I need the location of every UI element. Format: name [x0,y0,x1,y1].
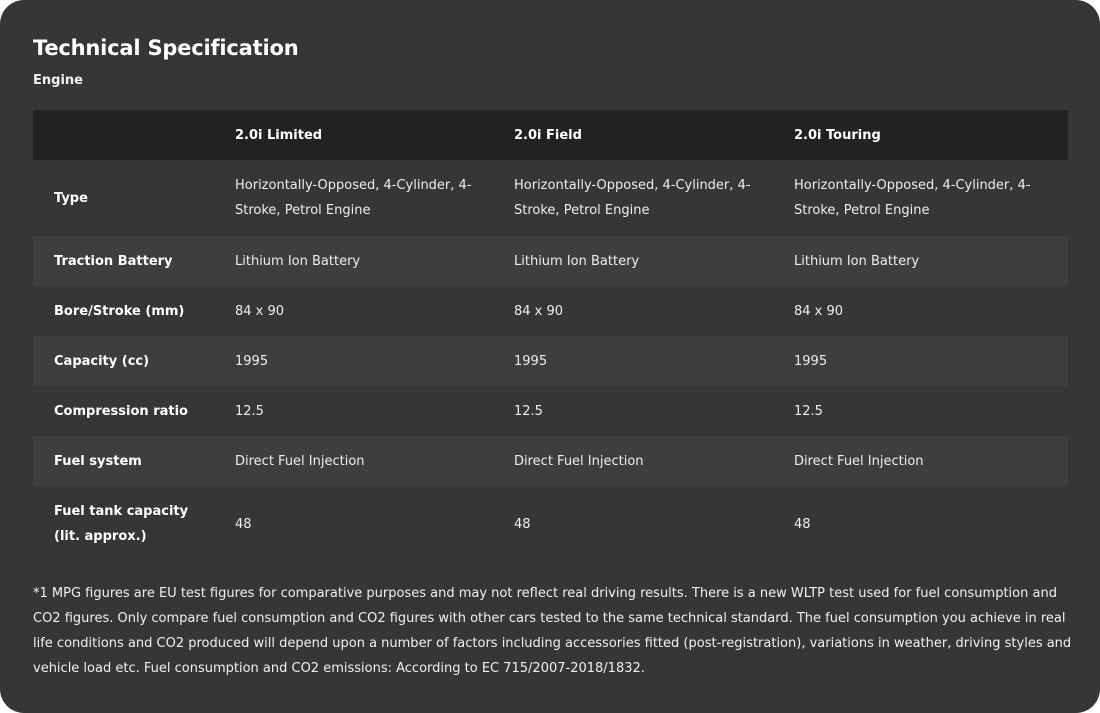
table-cell: Direct Fuel Injection [794,453,924,469]
table-cell: 48 [794,516,811,532]
column-header-field: 2.0i Field [493,110,773,160]
table-row [33,336,1068,386]
table-cell: 84 x 90 [235,303,285,319]
table-row [33,160,1068,236]
table-row [33,436,1068,486]
spec-table [33,110,1068,562]
table-cell: 48 [514,516,531,532]
table-cell: 1995 [514,353,548,369]
table-cell: Horizontally-Opposed, 4-Cylinder, 4-Stroke, Petrol Engine [794,178,1031,218]
row-label: Fuel tank capacity (lit. approx.) [54,504,189,544]
table-cell: Lithium Ion Battery [235,253,361,269]
table-cell: 1995 [794,353,828,369]
table-row [33,286,1068,336]
table-cell: 48 [235,516,252,532]
table-cell: Direct Fuel Injection [514,453,644,469]
table-cell: Lithium Ion Battery [514,253,640,269]
row-label: Type [54,190,88,206]
column-header-touring: 2.0i Touring [773,110,1068,160]
row-label: Compression ratio [54,403,188,419]
row-label: Capacity (cc) [54,353,150,369]
footnote: *1 MPG figures are EU test figures for comparative purposes and may not reflect real driving results. There is a new WLTP test used for fuel consumption and CO2 figures. Only compare fuel consumption and CO2 figures with other cars tested to the same technical standard. The fuel consumption you achieve in real life conditions and CO2 produced will depend upon a number of factors including accessories fitted (post-registration), variations in weather, driving styles and vehicle load etc. Fuel consumption and CO2 emissions: According to EC 715/2007-2018/1832. [33,586,1072,676]
table-cell: 12.5 [514,403,543,419]
table-cell: Horizontally-Opposed, 4-Cylinder, 4-Stroke, Petrol Engine [235,178,472,218]
table-cell: Horizontally-Opposed, 4-Cylinder, 4-Stroke, Petrol Engine [514,178,751,218]
row-label: Bore/Stroke (mm) [54,303,185,319]
row-label: Traction Battery [54,253,173,269]
table-cell: 12.5 [794,403,823,419]
table-cell: Direct Fuel Injection [235,453,365,469]
column-header-empty [33,110,214,160]
table-cell: 1995 [235,353,269,369]
table-cell: 12.5 [235,403,264,419]
table-row [33,236,1068,286]
table-row [33,486,1068,562]
table-header-row [33,110,1068,160]
table-row [33,386,1068,436]
table-cell: 84 x 90 [794,303,844,319]
column-header-limited: 2.0i Limited [214,110,493,160]
page-title: Technical Specification [33,36,299,60]
section-subtitle: Engine [33,73,83,88]
row-label: Fuel system [54,453,142,469]
table-cell: 84 x 90 [514,303,564,319]
table-cell: Lithium Ion Battery [794,253,920,269]
